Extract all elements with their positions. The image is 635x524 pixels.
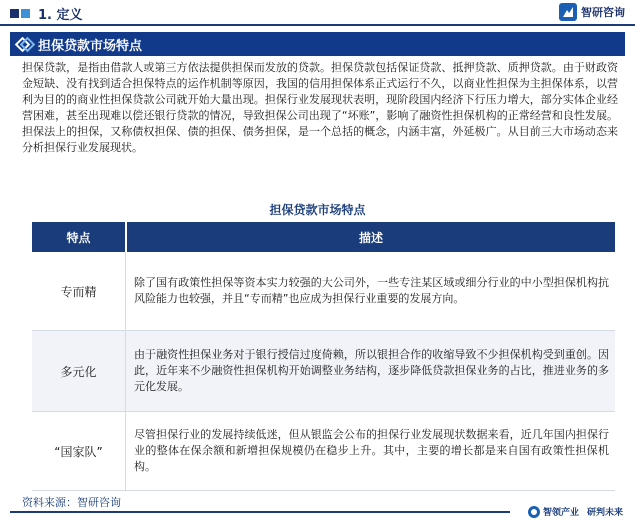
section-label: 1. 定义	[38, 8, 83, 23]
footer-brand	[528, 505, 623, 518]
chart-logo-icon	[559, 3, 577, 21]
footer-slogan-right: 研判未来	[586, 508, 623, 518]
intro-paragraph: 担保贷款，是指由借款人或第三方依法提供担保而发放的贷款。担保贷款包括保证贷款、抵押贷款、质押贷款。由于财政资金短缺、没有找到适合担保特点的运作机制等原因，我国的信用担保体系正式运行不久，以商业性担保为主担保体系，以营利为目的的商业性担保贷款公司就开始大量出现。担保行业发展现状表明，现阶段国内经济下行压力增大，部分实体企业经营困难，甚至出现难以偿还银行贷款的情况，导致担保公司出现了“坏账”，影响了融资性担保机构的正常经营和良性发展。担保法上的担保，又称债权担保、债的担保、债务担保，是一个总括的概念，内涵丰富，外延极广。从目前三大市场动态来分析担保行业发展现状。	[22, 61, 618, 155]
top-header	[0, 0, 635, 26]
square-light-icon	[21, 9, 30, 18]
square-dark-icon	[10, 9, 19, 18]
feature-cell: 多元化	[60, 364, 97, 379]
source-note: 资料来源：智研咨询	[22, 496, 121, 509]
feature-cell: 专而精	[60, 284, 97, 299]
section-label-group	[10, 4, 83, 23]
footer-slogan-left: 智领产业	[542, 508, 579, 518]
features-table	[32, 222, 615, 491]
table-header-row	[32, 222, 615, 252]
header-divider	[0, 24, 635, 26]
section-banner	[10, 32, 625, 56]
table-row	[32, 252, 615, 331]
feature-cell: “国家队”	[54, 444, 103, 459]
brand-logo-group	[559, 3, 625, 21]
table-title: 担保贷款市场特点	[269, 203, 366, 217]
footer-divider	[10, 511, 510, 513]
double-diamond-icon	[18, 38, 30, 50]
description-cell: 除了国有政策性担保等资本实力较强的大公司外，一些专注某区域或细分行业的中小型担保机构抗风险能力也较强，并且“专而精”也应成为担保行业重要的发展方向。	[125, 252, 615, 330]
banner-title: 担保贷款市场特点	[38, 38, 143, 54]
circle-logo-icon	[528, 506, 540, 518]
table-row	[32, 412, 615, 491]
header-feature: 特点	[66, 230, 91, 245]
description-cell: 尽管担保行业的发展持续低迷，但从银监会公布的担保行业发展现状数据来看，近几年国内担保行业的整体在保余额和新增担保规模仍在稳步上升。其中，主要的增长都是来自国有政策性担保机构。	[125, 412, 615, 490]
brand-name: 智研咨询	[581, 6, 625, 19]
header-description: 描述	[125, 222, 615, 252]
description-cell: 由于融资性担保业务对于银行授信过度倚赖，所以银担合作的收缩导致不少担保机构受到重创。因此，近年来不少融资性担保机构开始调整业务结构，逐步降低贷款担保业务的占比，推进业务的多元化发展。	[125, 331, 615, 411]
table-row	[32, 331, 615, 412]
